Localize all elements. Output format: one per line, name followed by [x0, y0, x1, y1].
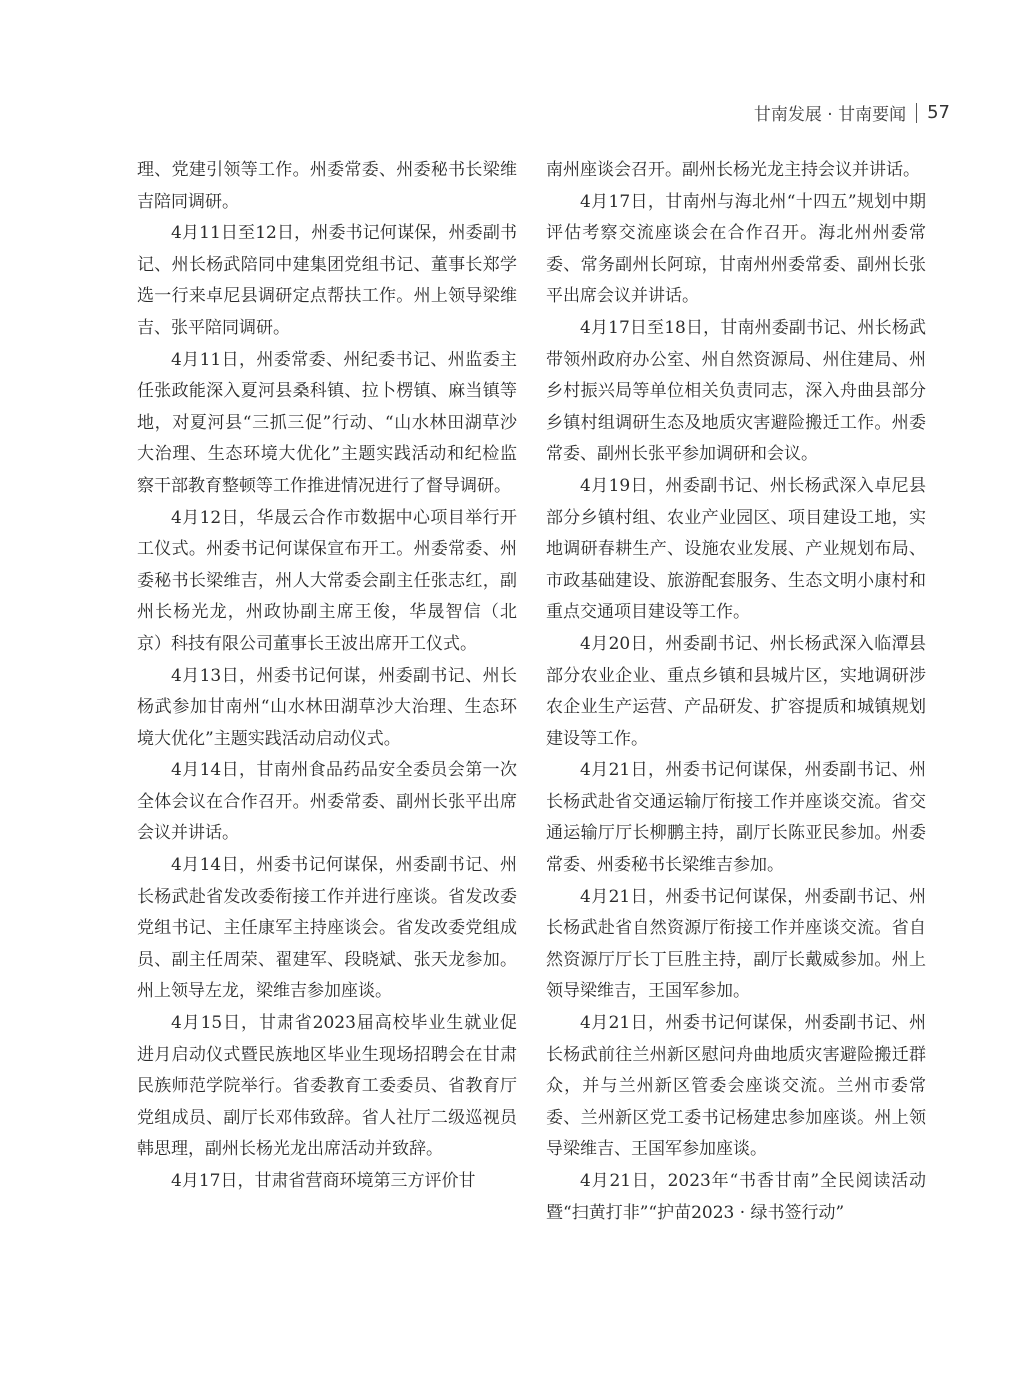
left-column — [137, 155, 517, 1198]
paragraph: 4月12日，华晟云合作市数据中心项目举行开工仪式。州委书记何谋保宣布开工。州委常委、州委秘书长梁维吉，州人大常委会副主任张志红，副州长杨光龙，州政协副主席王俊，华晟智信（北京）科技有限公司董事长王波出席开工仪式。 — [137, 507, 517, 654]
paragraph: 4月17日至18日，甘南州委副书记、州长杨武带领州政府办公室、州自然资源局、州住建局、州乡村振兴局等单位相关负责同志，深入舟曲县部分乡镇村组调研生态及地质灾害避险搬迁工作。州委常委、副州长张平参加调研和会议。 — [546, 317, 926, 465]
paragraph: 4月15日，甘肃省2023届高校毕业生就业促进月启动仪式暨民族地区毕业生现场招聘会在甘肃民族师范学院举行。省委教育工委委员、省教育厅党组成员、副厅长邓伟致辞。省人社厅二级巡视员韩思理，副州长杨光龙出席活动并致辞。 — [137, 1013, 517, 1160]
paragraph: 4月17日，甘南州与海北州“十四五”规划中期评估考察交流座谈会在合作召开。海北州州委常委、常务副州长阿琼，甘南州州委常委、副州长张平出席会议并讲话。 — [546, 191, 926, 307]
paragraph: 4月21日，2023年“书香甘南”全民阅读活动暨“扫黄打非”“护苗2023 · 绿书签行动” — [546, 1171, 926, 1223]
paragraph: 4月21日，州委书记何谋保，州委副书记、州长杨武前往兰州新区慰问舟曲地质灾害避险搬迁群众，并与兰州新区管委会座谈交流。兰州市委常委、兰州新区党工委书记杨建忠参加座谈。州上领导梁维吉、王国军参加座谈。 — [546, 1013, 926, 1160]
paragraph: 4月11日至12日，州委书记何谋保，州委副书记、州长杨武陪同中建集团党组书记、董事长郑学选一行来卓尼县调研定点帮扶工作。州上领导梁维吉、张平陪同调研。 — [137, 223, 517, 338]
paragraph: 南州座谈会召开。副州长杨光龙主持会议并讲话。 — [546, 160, 920, 180]
paragraph: 4月14日，州委书记何谋保，州委副书记、州长杨武赴省发改委衔接工作并进行座谈。省发改委党组书记、主任康军主持座谈会。省发改委党组成员、副主任周荣、翟建军、段晓斌、张天龙参加。州上领导左龙，梁维吉参加座谈。 — [137, 855, 517, 1002]
running-header — [754, 100, 950, 125]
paragraph: 4月11日，州委常委、州纪委书记、州监委主任张政能深入夏河县桑科镇、拉卜楞镇、麻当镇等地，对夏河县“三抓三促”行动、“山水林田湖草沙大治理、生态环境大优化”主题实践活动和纪检监察干部教育整顿等工作推进情况进行了督导调研。 — [137, 349, 517, 496]
paragraph: 4月19日，州委副书记、州长杨武深入卓尼县部分乡镇村组、农业产业园区、项目建设工地，实地调研春耕生产、设施农业发展、产业规划布局、市政基础建设、旅游配套服务、生态文明小康村和重点交通项目建设等工作。 — [546, 475, 926, 623]
paragraph: 4月21日，州委书记何谋保，州委副书记、州长杨武赴省自然资源厅衔接工作并座谈交流。省自然资源厅厅长丁巨胜主持，副厅长戴威参加。州上领导梁维吉，王国军参加。 — [546, 886, 926, 1002]
paragraph: 理、党建引领等工作。州委常委、州委秘书长梁维吉陪同调研。 — [137, 160, 517, 212]
paragraph: 4月20日，州委副书记、州长杨武深入临潭县部分农业企业、重点乡镇和县城片区，实地调研涉农企业生产运营、产品研发、扩容提质和城镇规划建设等工作。 — [546, 633, 926, 749]
right-column — [546, 155, 926, 1229]
page-number: 57 — [927, 102, 950, 123]
paragraph: 4月21日，州委书记何谋保，州委副书记、州长杨武赴省交通运输厅衔接工作并座谈交流。省交通运输厅厅长柳鹏主持，副厅长陈亚民参加。州委常委、州委秘书长梁维吉参加。 — [546, 760, 926, 876]
paragraph: 4月14日，甘南州食品药品安全委员会第一次全体会议在合作召开。州委常委、副州长张平出席会议并讲话。 — [137, 760, 517, 844]
header-divider — [916, 103, 917, 123]
section-title: 甘南发展 · 甘南要闻 — [753, 105, 907, 125]
paragraph: 4月13日，州委书记何谋，州委副书记、州长杨武参加甘南州“山水林田湖草沙大治理、生态环境大优化”主题实践活动启动仪式。 — [137, 665, 517, 749]
paragraph: 4月17日，甘肃省营商环境第三方评价甘 — [171, 1171, 476, 1191]
